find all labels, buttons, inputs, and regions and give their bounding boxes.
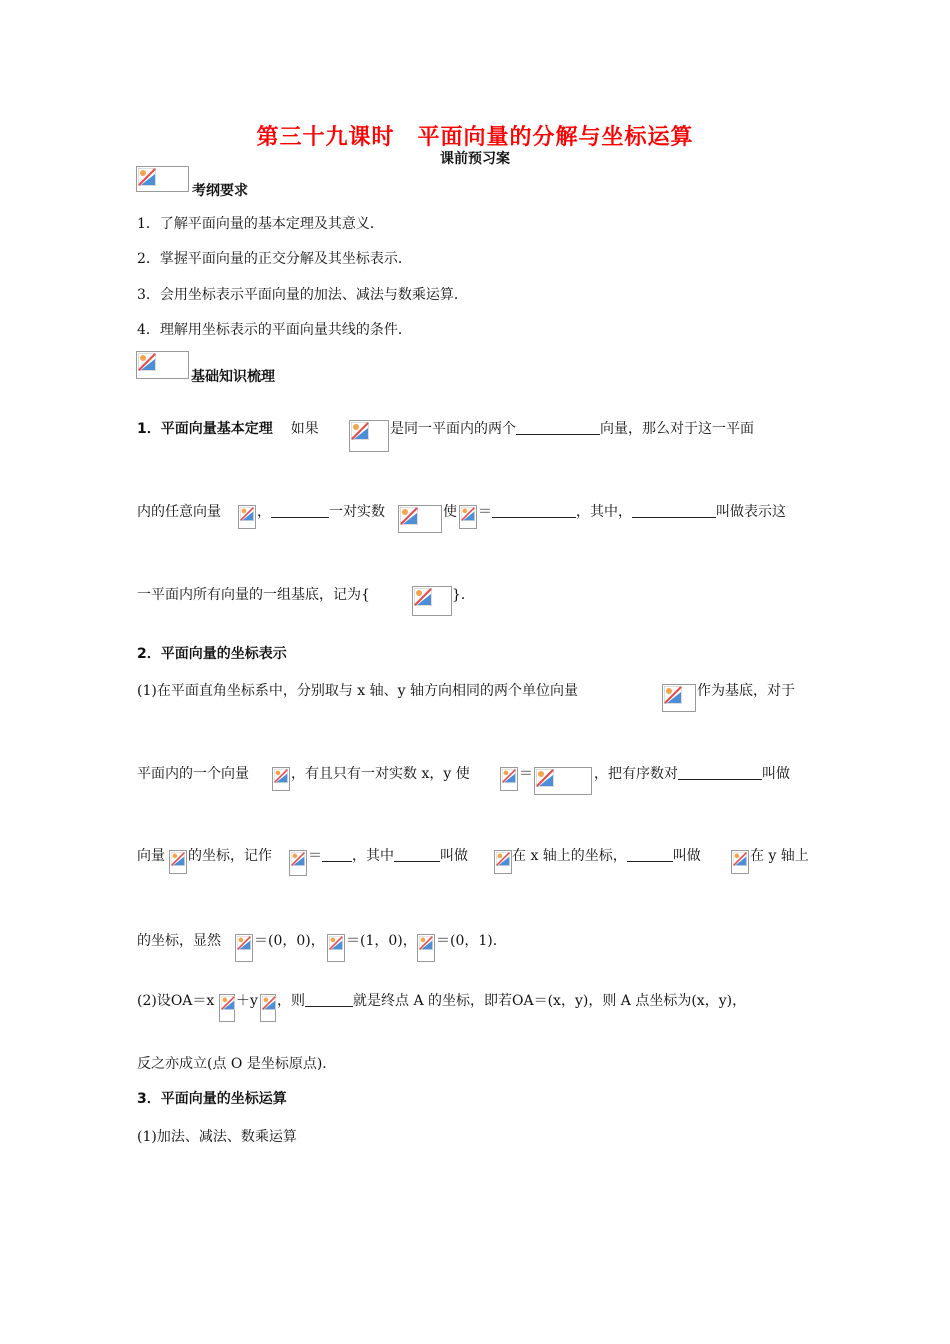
p2-text-w: 就是终点 A 的坐标，即若OA＝(x，y)，则 A 点坐标为(x，y)， — [353, 993, 747, 1009]
p1-line2-mid — [257, 501, 385, 521]
p2-heading: 2．平面向量的坐标表示 — [137, 646, 287, 662]
formula-image — [731, 850, 749, 874]
requirement-item: 1．了解平面向量的基本定理及其意义． — [137, 216, 384, 232]
formula-image — [260, 994, 276, 1022]
p3-heading: 3．平面向量的坐标运算 — [137, 1091, 287, 1107]
p2-text-k: ，其中 — [352, 848, 394, 864]
p2-text-v: ，则 — [277, 993, 305, 1009]
p2-text-p: 的坐标，显然 — [137, 933, 221, 949]
p2-text-n: 叫做 — [672, 848, 701, 864]
p2-text-d: ，有且只有一对实数 x，y 使 — [291, 766, 470, 782]
formula-image — [662, 684, 696, 712]
requirement-item: 4．理解用坐标表示的平面向量共线的条件． — [137, 322, 412, 338]
fill-blank[interactable] — [271, 503, 329, 518]
requirement-item: 3．会用坐标表示平面向量的加法、减法与数乘运算． — [137, 287, 468, 303]
p1-text-e: ， — [257, 504, 271, 520]
p2-text-e: ＝ — [519, 766, 533, 782]
formula-image — [417, 934, 435, 962]
p1-line1 — [137, 418, 319, 438]
page-subtitle: 课前预习案 — [440, 151, 510, 167]
formula-image — [500, 767, 518, 791]
p2-line5-mid — [308, 845, 468, 865]
p1-text-i: ，其中， — [576, 504, 632, 520]
p2-text-m: 在 x 轴上的坐标， — [512, 848, 627, 864]
p1-text-f: 一对实数 — [329, 504, 385, 520]
p1-text-h: ＝ — [478, 504, 492, 520]
p2-text-r: ＝(1，0)， — [346, 933, 417, 949]
p2-line7-rest — [277, 990, 746, 1010]
formula-image — [327, 934, 345, 962]
p1-heading: 1．平面向量基本定理 — [137, 421, 273, 437]
formula-image — [398, 505, 442, 533]
fill-blank[interactable] — [305, 992, 353, 1007]
formula-image — [169, 850, 187, 874]
section-heading-kaogang: 考纲要求 — [192, 183, 248, 199]
section-icon-image — [136, 166, 189, 192]
p2-text-c: 平面内的一个向量 — [137, 766, 249, 782]
p2-text-j: ＝ — [308, 848, 322, 864]
fill-blank[interactable] — [322, 847, 352, 862]
p2-text-o: 在 y 轴上 — [750, 848, 809, 864]
formula-image — [494, 850, 512, 874]
formula-image — [235, 934, 253, 962]
p2-text-b: 作为基底，对于 — [697, 683, 795, 699]
formula-image — [272, 767, 290, 791]
fill-blank[interactable] — [492, 503, 576, 518]
p2-text-i: 的坐标，记作 — [188, 848, 272, 864]
p1-text-j: 叫做表示这 — [716, 504, 786, 520]
requirement-item: 2．掌握平面向量的正交分解及其坐标表示． — [137, 251, 412, 267]
p1-text-g: 使 — [443, 504, 457, 520]
p1-text-d: 内的任意向量 — [137, 504, 221, 520]
p1-text-c: 向量，那么对于这一平面 — [600, 421, 754, 437]
fill-blank[interactable] — [632, 503, 716, 518]
p2-text-l: 叫做 — [440, 848, 468, 864]
p2-line4-rest — [594, 763, 790, 783]
p1-line1-rest — [390, 418, 754, 438]
section-heading-jichu: 基础知识梳理 — [191, 369, 275, 385]
p1-line2-rest — [478, 501, 786, 521]
formula-image — [289, 850, 307, 876]
p2-text-t: (2)设OA＝x — [137, 993, 215, 1009]
p2-text-x: 反之亦成立(点 O 是坐标原点)． — [137, 1056, 337, 1072]
section-icon-image — [136, 351, 189, 379]
p1-line2 — [137, 501, 221, 521]
p2-text-a: (1)在平面直角坐标系中，分别取与 x 轴、y 轴方向相同的两个单位向量 — [137, 683, 578, 699]
fill-blank[interactable] — [394, 847, 440, 862]
formula-image — [219, 994, 235, 1022]
p3-text-a: (1)加法、减法、数乘运算 — [137, 1129, 297, 1145]
p1-text-a: 如果 — [290, 421, 319, 437]
page-title: 第三十九课时 平面向量的分解与坐标运算 — [256, 125, 694, 150]
p2-line5-rest — [512, 845, 701, 865]
fill-blank[interactable] — [627, 847, 673, 862]
p2-text-f: ，把有序数对 — [594, 766, 678, 782]
p2-text-q: ＝(0，0)， — [254, 933, 325, 949]
fill-blank[interactable] — [678, 765, 762, 780]
formula-image — [412, 586, 452, 616]
p2-text-g: 叫做 — [762, 766, 790, 782]
formula-image — [459, 505, 477, 529]
p1-text-k: 一平面内所有向量的一组基底，记为{ — [137, 587, 370, 603]
fill-blank[interactable] — [516, 420, 600, 435]
p2-text-s: ＝(0，1)． — [436, 933, 507, 949]
p2-text-h: 向量 — [137, 848, 165, 864]
formula-image — [238, 505, 256, 529]
p1-text-l: }． — [452, 587, 475, 603]
formula-image — [349, 420, 389, 452]
p2-text-u: ＋y — [236, 993, 258, 1009]
formula-image — [534, 767, 592, 795]
p1-text-b: 是同一平面内的两个 — [390, 421, 516, 437]
